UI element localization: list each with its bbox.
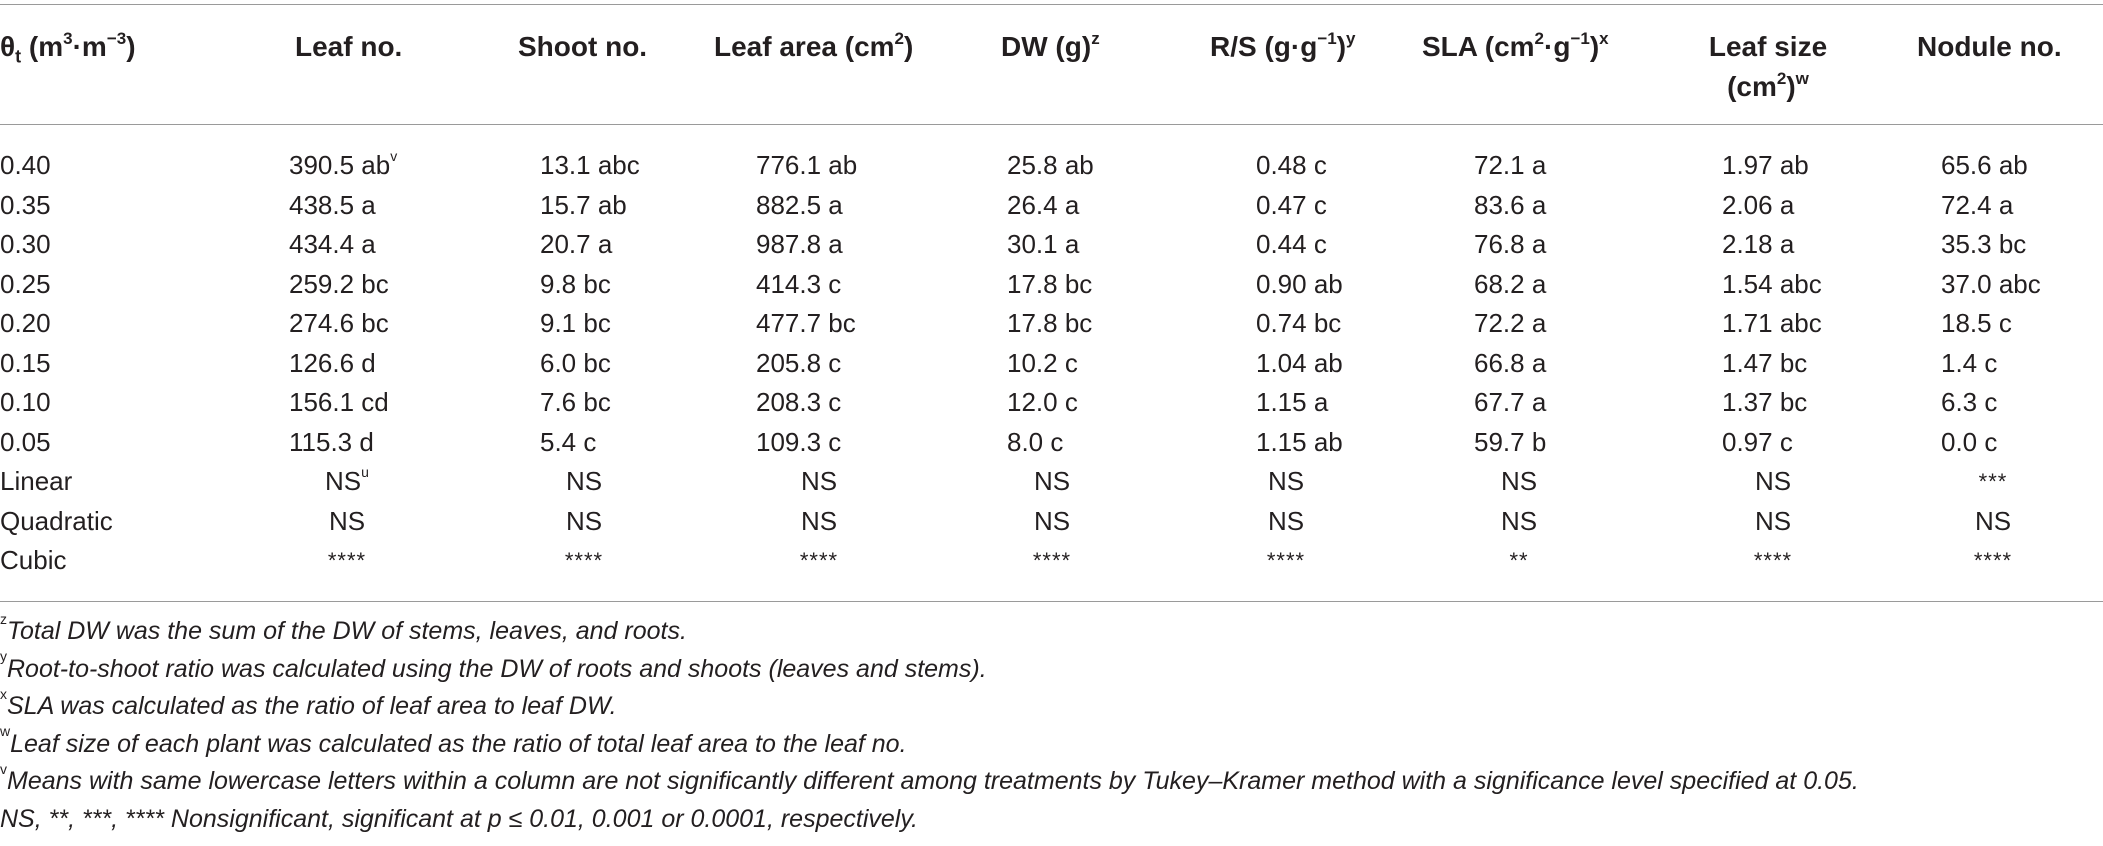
footnote-marker: z bbox=[0, 610, 7, 627]
table-top-rule bbox=[0, 4, 2103, 5]
footnote bbox=[0, 685, 1859, 726]
table-cell: *** bbox=[1978, 469, 2008, 494]
table-cell: 0.44 c bbox=[1256, 229, 1327, 259]
table-cell: 83.6 a bbox=[1474, 189, 1547, 220]
table-cell: 1.54 abc bbox=[1722, 268, 1822, 299]
table-cell: 274.6 bc bbox=[289, 308, 389, 338]
table-cell: 17.8 bc bbox=[1007, 308, 1093, 338]
table-cell: 7.6 bc bbox=[540, 387, 611, 417]
table-cell: 68.2 a bbox=[1474, 268, 1547, 299]
footnote-text: Root-to-shoot ratio was calculated using the DW of roots and shoots (leaves and stems). bbox=[7, 654, 987, 683]
table-cell: NS bbox=[565, 466, 603, 496]
table-cell: 1.15 ab bbox=[1256, 426, 1343, 457]
table-cell: 17.8 bc bbox=[1007, 268, 1093, 299]
table-row-trend bbox=[0, 541, 2103, 581]
header-sla: SLA $(cm^2\cdot g^{-1})^x$ bbox=[1422, 28, 1609, 62]
table-footnotes bbox=[0, 610, 1859, 838]
footnote bbox=[0, 648, 1859, 689]
footnote bbox=[0, 760, 1859, 801]
table-cell: 0.40 bbox=[0, 150, 51, 180]
table-cell: **** bbox=[1266, 548, 1306, 573]
table-cell: 13.1 abc bbox=[540, 150, 640, 180]
header-leaf-size: Leaf size $(cm^2)^w$ bbox=[1708, 31, 1828, 102]
table-row-trend bbox=[0, 462, 2103, 502]
table-header-rule bbox=[0, 124, 2103, 125]
header-dw: DW $(g)^z$ bbox=[1001, 28, 1100, 62]
table-cell: 1.97 ab bbox=[1722, 150, 1809, 180]
table-cell: **** bbox=[1973, 548, 2013, 573]
table-row bbox=[0, 225, 2103, 265]
header-rs: R/S $(g\cdot g^{-1})^y$ bbox=[1210, 28, 1356, 62]
table-cell: NS bbox=[1974, 505, 2012, 536]
table-cell: **** bbox=[327, 548, 367, 573]
table-cell: NS bbox=[1267, 466, 1305, 496]
table-cell: 25.8 ab bbox=[1007, 150, 1094, 180]
table-cell: 0.35 bbox=[0, 189, 51, 220]
table-cell: NS bbox=[800, 466, 838, 496]
table-cell: 66.8 a bbox=[1474, 347, 1547, 378]
table-cell: 259.2 bc bbox=[289, 268, 389, 299]
table-cell: 156.1 cd bbox=[289, 387, 389, 417]
table-cell: 0.05 bbox=[0, 426, 51, 457]
footnote-text: Leaf size of each plant was calculated as the ratio of total leaf area to the leaf no. bbox=[10, 729, 907, 758]
table-row bbox=[0, 146, 2103, 186]
table-cell: 1.04 ab bbox=[1256, 347, 1343, 378]
table-cell: 0.90 ab bbox=[1256, 268, 1343, 299]
table-cell: NS bbox=[1754, 505, 1792, 536]
table-cell: 109.3 c bbox=[756, 426, 842, 457]
footnote-marker: v bbox=[0, 760, 7, 777]
footnote-marker: y bbox=[0, 648, 7, 665]
table-cell: 477.7 bc bbox=[756, 308, 856, 338]
table-cell: NS bbox=[565, 505, 603, 536]
table-cell: 1.15 a bbox=[1256, 387, 1329, 417]
table-cell: 72.4 a bbox=[1941, 189, 2014, 220]
table-cell: Quadratic bbox=[0, 505, 113, 536]
table-cell: 59.7 b bbox=[1474, 426, 1547, 457]
table-cell: 0.97 c bbox=[1722, 426, 1793, 457]
footnote bbox=[0, 610, 1859, 651]
table-row bbox=[0, 383, 2103, 423]
table-cell: 438.5 a bbox=[289, 189, 376, 220]
footnote-marker: x bbox=[0, 685, 7, 702]
table-cell: 5.4 c bbox=[540, 426, 597, 457]
table-cell: 0.74 bc bbox=[1256, 308, 1342, 338]
table-cell: 6.3 c bbox=[1941, 387, 1998, 417]
table-cell: 115.3 d bbox=[289, 426, 374, 457]
footnote bbox=[0, 801, 1859, 839]
table-cell: 0.25 bbox=[0, 268, 51, 299]
table-cell: 1.71 abc bbox=[1722, 308, 1822, 338]
table-row bbox=[0, 265, 2103, 305]
table-cell: 414.3 c bbox=[756, 268, 842, 299]
table-cell: 65.6 ab bbox=[1941, 150, 2028, 180]
table-cell: Linear bbox=[0, 466, 73, 496]
table-row bbox=[0, 186, 2103, 226]
footnote-marker: u bbox=[361, 464, 369, 481]
table-cell: 390.5 $ab^v$ bbox=[289, 148, 398, 180]
table-cell: **** bbox=[564, 548, 604, 573]
table-cell: 1.37 bc bbox=[1722, 387, 1808, 417]
table-row-trend bbox=[0, 502, 2103, 542]
table-cell: 1.4 c bbox=[1941, 347, 1998, 378]
table-row bbox=[0, 304, 2103, 344]
table-cell: 8.0 c bbox=[1007, 426, 1064, 457]
footnote-marker: v bbox=[390, 148, 398, 165]
table-row bbox=[0, 344, 2103, 384]
table-cell: 0.10 bbox=[0, 387, 51, 417]
footnote bbox=[0, 723, 1859, 764]
table-cell: 2.06 a bbox=[1722, 189, 1795, 220]
table-cell: 18.5 c bbox=[1941, 308, 2012, 338]
table-cell: NS bbox=[1754, 466, 1792, 496]
header-leaf-area: Leaf area $(cm^2)$ bbox=[714, 28, 914, 62]
table-cell: 26.4 a bbox=[1007, 189, 1080, 220]
table-cell: 76.8 a bbox=[1474, 229, 1547, 259]
footnote-text: NS, **, ***, **** Nonsignificant, significant at p ≤ 0.01, 0.001 or 0.0001, respectively. bbox=[0, 804, 918, 833]
table-cell: 1.47 bc bbox=[1722, 347, 1808, 378]
table-cell: 0.20 bbox=[0, 308, 51, 338]
table-cell: **** bbox=[1753, 548, 1793, 573]
footnote-text: Means with same lowercase letters within a column are not significantly different among treatments by Tukey–Kramer method with a significance level specified at 0.05. bbox=[7, 767, 1859, 795]
table-cell: 20.7 a bbox=[540, 229, 613, 259]
table-bottom-rule bbox=[0, 601, 2103, 602]
table-cell: 35.3 bc bbox=[1941, 229, 2027, 259]
table-cell: 72.2 a bbox=[1474, 308, 1547, 338]
table-cell: **** bbox=[799, 548, 839, 573]
table-cell: 776.1 ab bbox=[756, 150, 858, 180]
table-cell: 987.8 a bbox=[756, 229, 843, 259]
table-cell: 67.7 a bbox=[1474, 387, 1547, 417]
header-shoot-no: Shoot no. bbox=[518, 31, 648, 62]
table-cell: ** bbox=[1509, 548, 1529, 573]
table-cell: 0.0 c bbox=[1941, 426, 1998, 457]
table-cell: NS bbox=[1033, 505, 1071, 536]
table-cell: 0.15 bbox=[0, 347, 51, 378]
table-cell: Cubic bbox=[0, 545, 67, 575]
table-cell: 2.18 a bbox=[1722, 229, 1795, 259]
table-cell: 15.7 ab bbox=[540, 189, 627, 220]
table-cell: NS bbox=[328, 505, 366, 536]
table-cell: 0.30 bbox=[0, 229, 51, 259]
table-cell: NS bbox=[1500, 466, 1538, 496]
table-cell: NS bbox=[800, 505, 838, 536]
footnote-text: Total DW was the sum of the DW of stems, leaves, and roots. bbox=[7, 617, 687, 645]
table-cell: 0.48 c bbox=[1256, 150, 1327, 180]
table-cell: 434.4 a bbox=[289, 229, 376, 259]
header-leaf-no: Leaf no. bbox=[295, 31, 403, 62]
table-cell: NS bbox=[1267, 505, 1305, 536]
footnote-text: SLA was calculated as the ratio of leaf area to leaf DW. bbox=[7, 692, 617, 720]
table-cell: 9.8 bc bbox=[540, 268, 611, 299]
header-theta: $\theta_t$ $(m^3\cdot m^{-3})$ bbox=[0, 28, 136, 67]
table-cell: 126.6 d bbox=[289, 347, 376, 378]
table-cell: 10.2 c bbox=[1007, 347, 1078, 378]
table-cell: 882.5 a bbox=[756, 189, 843, 220]
table-cell: $NS^u$ bbox=[325, 464, 369, 496]
table-cell: 12.0 c bbox=[1007, 387, 1078, 417]
table-cell: **** bbox=[1032, 548, 1072, 573]
table-cell: 37.0 abc bbox=[1941, 268, 2041, 299]
table-cell: 9.1 bc bbox=[540, 308, 611, 338]
footnote-marker: w bbox=[0, 723, 11, 740]
table-cell: 72.1 a bbox=[1474, 150, 1547, 180]
table-cell: NS bbox=[1500, 505, 1538, 536]
table-cell: 30.1 a bbox=[1007, 229, 1080, 259]
table-cell: 6.0 bc bbox=[540, 347, 611, 378]
table-cell: 205.8 c bbox=[756, 347, 842, 378]
table-cell: NS bbox=[1033, 466, 1071, 496]
table-cell: 0.47 c bbox=[1256, 189, 1327, 220]
table-row bbox=[0, 423, 2103, 463]
header-nodule-no: Nodule no. bbox=[1917, 31, 2062, 62]
table-cell: 208.3 c bbox=[756, 387, 842, 417]
